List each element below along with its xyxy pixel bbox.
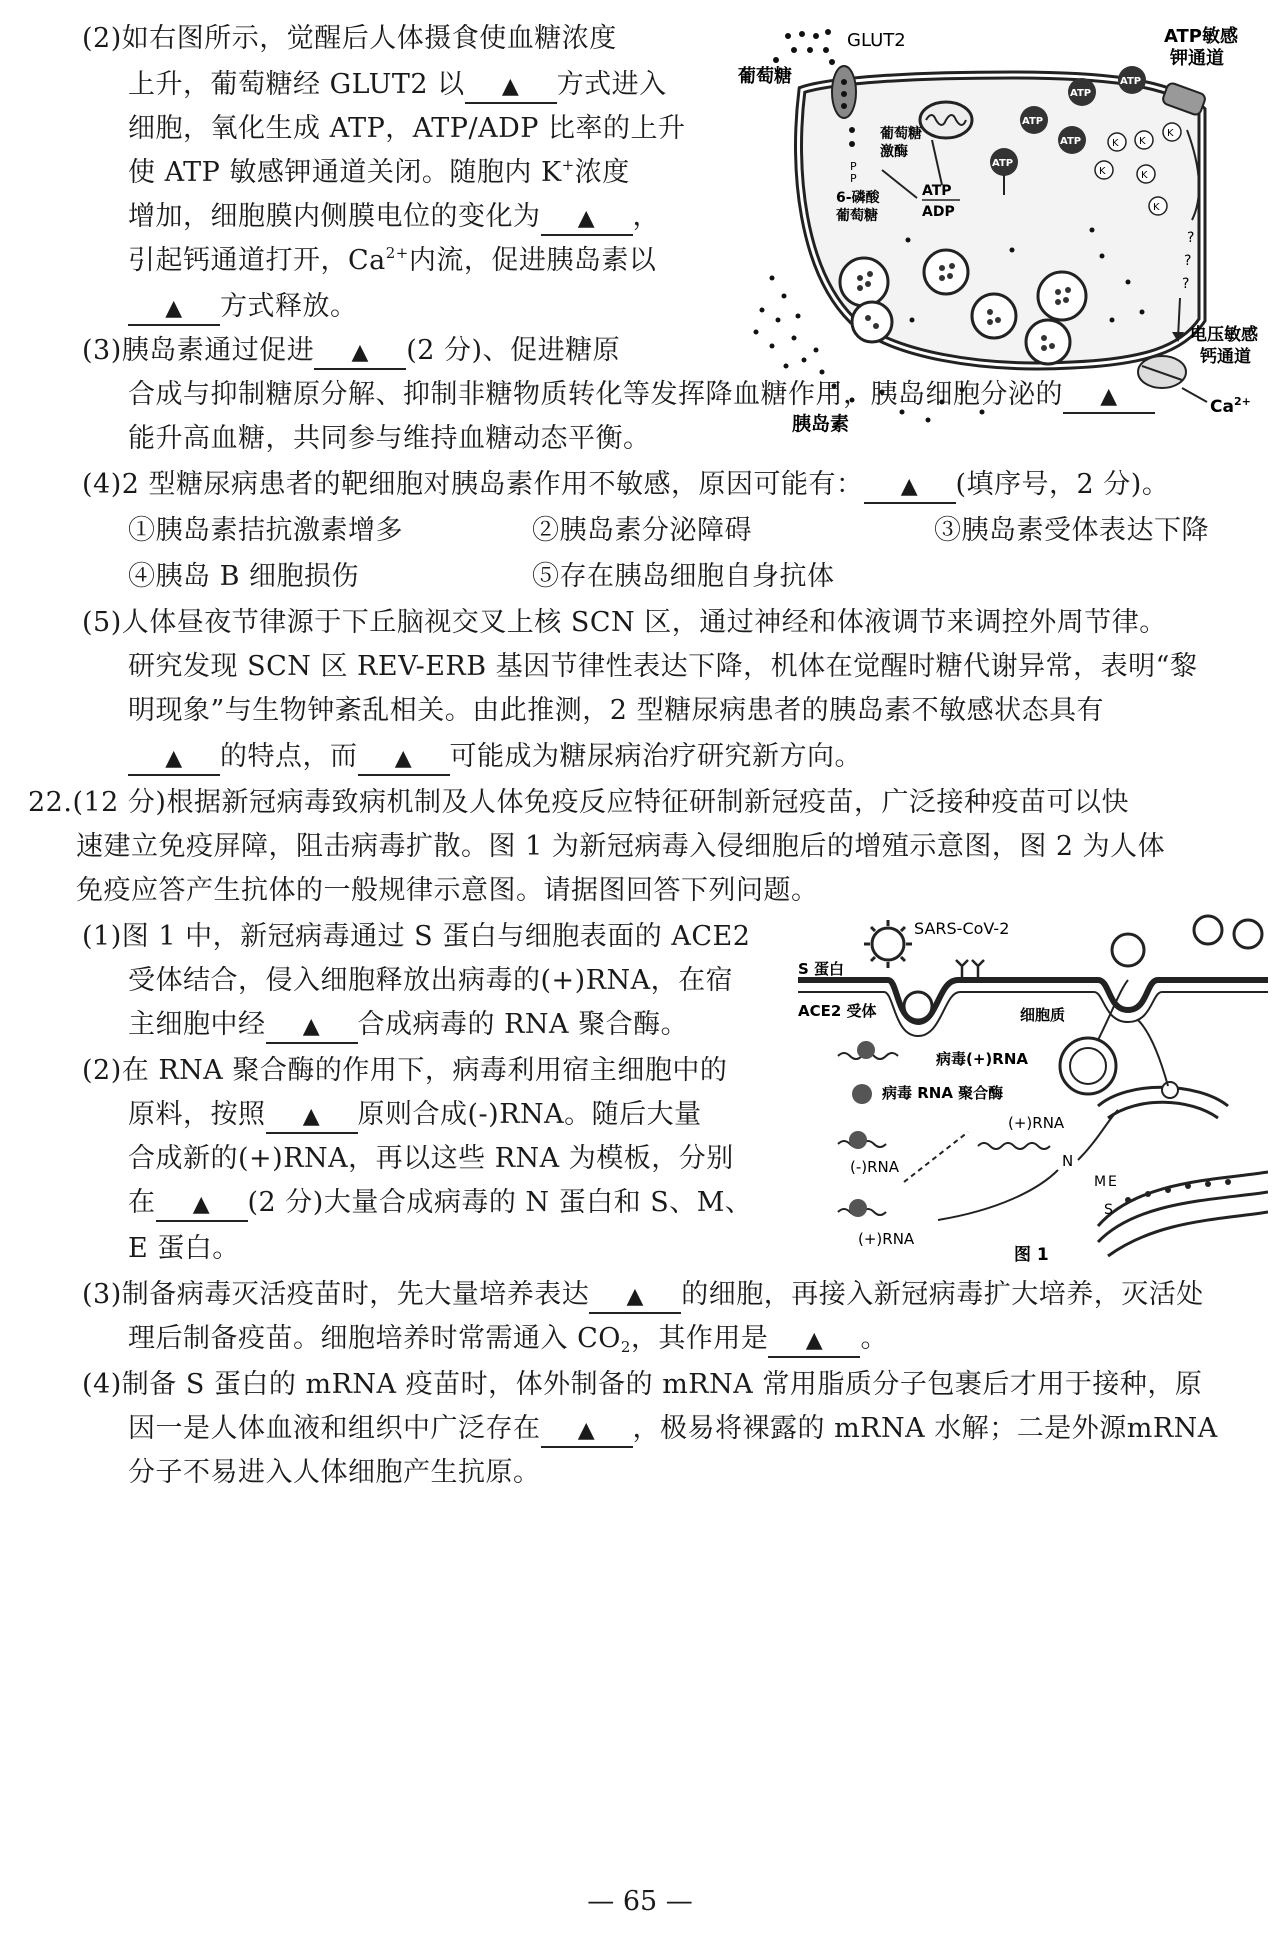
ca-channel-label: 电压敏感 <box>1190 325 1258 345</box>
insulin-label: 胰岛素 <box>792 413 850 435</box>
answer-blank[interactable]: ▲ <box>156 1188 248 1222</box>
q21-p2-line6: 引起钙通道打开，$Ca^{2+}$内流，促进胰岛素以 <box>128 244 657 276</box>
svg-text:激酶: 激酶 <box>880 144 908 160</box>
q21-p5-line2: 研究发现 SCN 区 REV-ERB 基因节律性表达下降，机体在觉醒时糖代谢异常，表明“黎 <box>128 651 1198 682</box>
q22-p2-line5: E 蛋白。 <box>128 1233 240 1264</box>
svg-text:葡萄糖: 葡萄糖 <box>880 126 922 142</box>
svg-text:K: K <box>1167 128 1174 139</box>
q22-p2-line3: 合成新的(+)RNA，再以这些 RNA 为模板，分别 <box>128 1143 734 1174</box>
answer-blank[interactable]: ▲ <box>541 1414 633 1448</box>
svg-text:K: K <box>1139 136 1146 147</box>
svg-text:ATP: ATP <box>922 183 952 199</box>
svg-text:?: ? <box>1187 230 1195 246</box>
q22-p3-line2: 理后制备疫苗。细胞培养时常需通入 $CO_2$，其作用是 ▲ 。 <box>128 1323 888 1356</box>
svg-text:(-)RNA: (-)RNA <box>850 1158 900 1176</box>
q22-p1-line1: (1)图 1 中，新冠病毒通过 S 蛋白与细胞表面的 ACE2 <box>82 921 751 952</box>
glut2-transporter-icon <box>832 66 856 118</box>
cytoplasm-label: 细胞质 <box>1020 1006 1066 1024</box>
answer-blank[interactable]: ▲ <box>589 1280 681 1314</box>
svg-text:S: S <box>1104 1202 1113 1218</box>
q21-p2-line1: (2)如右图所示，觉醒后人体摄食使血糖浓度 <box>82 23 617 54</box>
svg-text:?: ? <box>1182 276 1190 292</box>
svg-text:(+)RNA: (+)RNA <box>858 1230 915 1248</box>
q22-p4-line2: 因一是人体血液和组织中广泛存在 ▲ ，极易将裸露的 mRNA 水解；二是外源mRNA <box>128 1412 1218 1448</box>
q22-p2-line4: 在 ▲ (2 分)大量合成病毒的 N 蛋白和 S、M、 <box>128 1186 752 1222</box>
svg-text:P: P <box>850 160 857 173</box>
svg-text:M: M <box>1094 1174 1107 1190</box>
svg-text:Ca2+: $Ca^{2+}$ <box>1210 395 1251 417</box>
svg-text:ATP: ATP <box>1070 88 1092 99</box>
q21-p2-line4: 使 ATP 敏感钾通道关闭。随胞内 K+浓度 <box>128 156 630 188</box>
q21-option-4: ④胰岛 B 细胞损伤 <box>128 561 360 592</box>
svg-text:ATP: ATP <box>1060 136 1082 147</box>
answer-blank[interactable]: ▲ <box>768 1324 860 1358</box>
glucose-label: 葡萄糖 <box>738 66 792 87</box>
virus-label: SARS-CoV-2 <box>914 919 1010 938</box>
q21-option-3: ③胰岛素受体表达下降 <box>934 515 1209 546</box>
svg-text:ATP: ATP <box>992 158 1014 169</box>
figure-1-caption: 图 1 <box>1014 1245 1049 1265</box>
svg-text:K: K <box>1153 202 1160 213</box>
answer-blank[interactable]: ▲ <box>1063 380 1155 414</box>
svg-text:P: P <box>850 172 857 185</box>
q21-p5-line3: 明现象”与生物钟紊乱相关。由此推测，2 型糖尿病患者的胰岛素不敏感状态具有 <box>128 695 1105 726</box>
q21-p2-line5: 增加，细胞膜内侧膜电位的变化为 ▲ ， <box>128 200 660 236</box>
q22-p4-line3: 分子不易进入人体细胞产生抗原。 <box>128 1457 541 1488</box>
svg-text:N: N <box>1062 1152 1074 1170</box>
svg-text:K: K <box>1141 170 1148 181</box>
svg-text:钙通道: 钙通道 <box>1200 347 1251 367</box>
svg-text:(+)RNA: (+)RNA <box>1008 1114 1065 1132</box>
answer-blank[interactable]: ▲ <box>266 1010 358 1044</box>
svg-text:葡萄糖: 葡萄糖 <box>836 208 878 224</box>
answer-blank[interactable]: ▲ <box>128 292 220 326</box>
q22-p1-line3: 主细胞中经 ▲ 合成病毒的 RNA 聚合酶。 <box>128 1008 688 1044</box>
svg-text:病毒 RNA 聚合酶: 病毒 RNA 聚合酶 <box>882 1084 1004 1102</box>
q22-intro-line1: 22.(12 分)根据新冠病毒致病机制及人体免疫反应特征研制新冠疫苗，广泛接种疫苗可以快 <box>28 787 1129 818</box>
answer-blank[interactable]: ▲ <box>266 1100 358 1134</box>
q22-p3-line1: (3)制备病毒灭活疫苗时，先大量培养表达 ▲ 的细胞，再接入新冠病毒扩大培养，灭活处 <box>82 1278 1204 1314</box>
svg-text:钾通道: 钾通道 <box>1170 48 1224 69</box>
q21-p3-line1: (3)胰岛素通过促进 ▲ (2 分)、促进糖原 <box>82 334 620 370</box>
viral-rna-icon <box>838 1041 898 1059</box>
q21-p4-line1: (4)2 型糖尿病患者的靶细胞对胰岛素作用不敏感，原因可能有： ▲ (填序号，2 分)。 <box>82 468 1169 504</box>
beta-cell-figure <box>732 20 1272 440</box>
svg-text:6-磷酸: 6-磷酸 <box>836 190 880 206</box>
q22-p2-line1: (2)在 RNA 聚合酶的作用下，病毒利用宿主细胞中的 <box>82 1055 728 1086</box>
svg-text:ADP: ADP <box>922 204 955 220</box>
glut2-label: GLUT2 <box>847 30 906 51</box>
q21-p5-line4: ▲ 的特点，而 ▲ 可能成为糖尿病治疗研究新方向。 <box>128 740 862 776</box>
k-channel-label: ATP敏感 <box>1164 26 1239 47</box>
q22-p4-line1: (4)制备 S 蛋白的 mRNA 疫苗时，体外制备的 mRNA 常用脂质分子包裹后才用于接种，原 <box>82 1369 1203 1400</box>
q21-p2-line7: ▲ 方式释放。 <box>128 290 358 326</box>
svg-text:K: K <box>1112 138 1119 149</box>
q21-option-2: ②胰岛素分泌障碍 <box>532 515 752 546</box>
q21-p2-line3: 细胞，氧化生成 ATP，ATP/ADP 比率的上升 <box>128 113 686 144</box>
answer-blank[interactable]: ▲ <box>541 202 633 236</box>
q21-option-5: ⑤存在胰岛细胞自身抗体 <box>532 561 835 592</box>
q22-p1-line2: 受体结合，侵入细胞释放出病毒的(+)RNA，在宿 <box>128 965 734 996</box>
svg-text:ATP: ATP <box>1120 76 1142 87</box>
s-protein-label: S 蛋白 <box>798 960 845 978</box>
sars-cov-2-virus-icon <box>864 920 912 968</box>
ace2-label: ACE2 受体 <box>798 1002 877 1020</box>
q22-p2-line2: 原料，按照 ▲ 原则合成(-)RNA。随后大量 <box>128 1098 702 1134</box>
q21-p2-line2: 上升，葡萄糖经 GLUT2 以 ▲ 方式进入 <box>128 68 667 104</box>
svg-text:?: ? <box>1184 253 1192 269</box>
q21-option-1: ①胰岛素拮抗激素增多 <box>128 515 403 546</box>
sars-cov-2-replication-figure <box>798 910 1268 1276</box>
endoplasmic-reticulum <box>1098 1172 1268 1256</box>
svg-text:病毒(+)RNA: 病毒(+)RNA <box>936 1050 1028 1068</box>
page-number: — 65 — <box>587 1886 693 1917</box>
rna-polymerase-icon <box>852 1084 872 1104</box>
answer-blank[interactable]: ▲ <box>358 742 450 776</box>
answer-blank[interactable]: ▲ <box>465 70 557 104</box>
q21-p3-line3: 能升高血糖，共同参与维持血糖动态平衡。 <box>128 423 651 454</box>
svg-text:ATP: ATP <box>1022 116 1044 127</box>
answer-blank[interactable]: ▲ <box>314 336 406 370</box>
answer-blank[interactable]: ▲ <box>864 470 956 504</box>
answer-blank[interactable]: ▲ <box>128 742 220 776</box>
q21-p3-line2: 合成与抑制糖原分解、抑制非糖物质转化等发挥降血糖作用，胰岛细胞分泌的 ▲ <box>128 378 1155 414</box>
q22-intro-line3: 免疫应答产生抗体的一般规律示意图。请据图回答下列问题。 <box>76 875 819 906</box>
svg-text:E: E <box>1108 1174 1117 1190</box>
glucose-dots <box>773 29 835 65</box>
svg-text:K: K <box>1099 166 1106 177</box>
mitochondrion-icon <box>920 102 972 138</box>
q21-p5-line1: (5)人体昼夜节律源于下丘脑视交叉上核 SCN 区，通过神经和体液调节来调控外周节律。 <box>82 607 1167 638</box>
q22-intro-line2: 速建立免疫屏障，阻击病毒扩散。图 1 为新冠病毒入侵细胞后的增殖示意图，图 2 为人体 <box>76 831 1166 862</box>
